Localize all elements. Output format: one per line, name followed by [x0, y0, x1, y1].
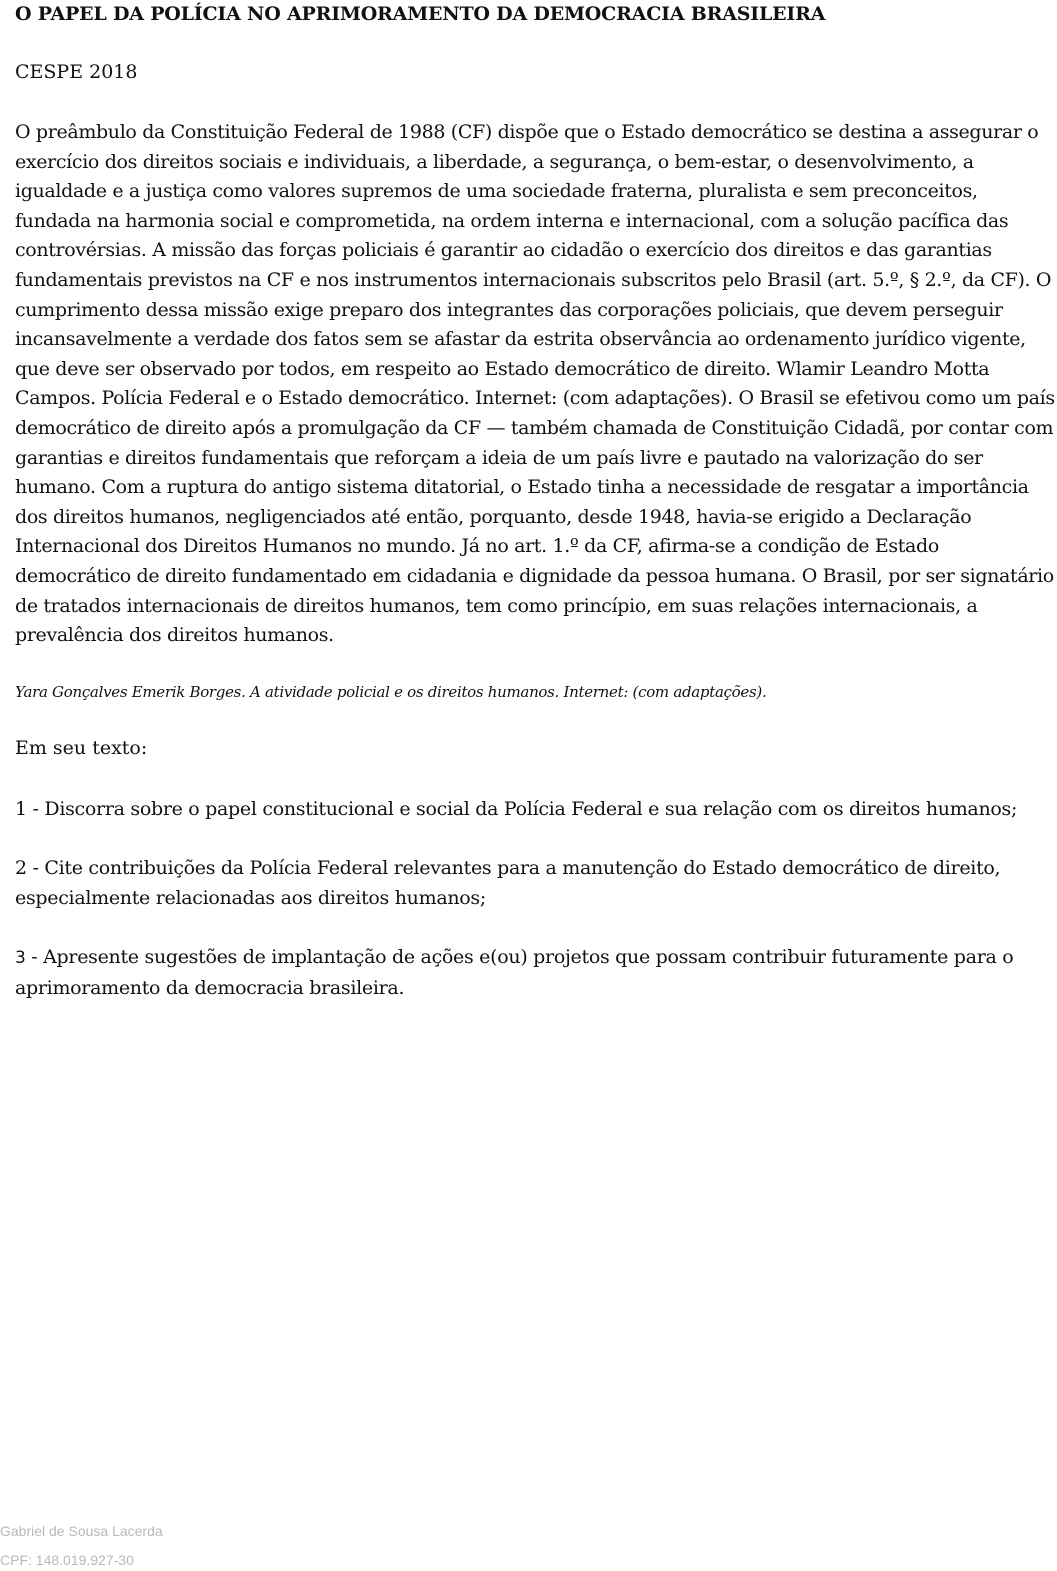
document-title: O PAPEL DA POLÍCIA NO APRIMORAMENTO DA DEMOCRACIA BRASILEIRA — [15, 3, 826, 25]
question-text: - Cite contribuições da Polícia Federal relevantes para a manutenção do Estado democrático de direito, especialmente relacionadas aos direitos humanos; — [15, 857, 1001, 909]
watermark-name: Gabriel de Sousa Lacerda — [0, 1523, 163, 1539]
question-item — [15, 854, 1055, 913]
watermark-cpf: CPF: 148.019.927-30 — [0, 1552, 134, 1568]
instructions-prompt: Em seu texto: — [15, 737, 148, 759]
source-citation: Yara Gonçalves Emerik Borges. A atividade policial e os direitos humanos. Internet: (com adaptações). — [15, 683, 767, 701]
question-number: 1 — [15, 798, 27, 820]
question-number: 3 — [15, 948, 26, 968]
question-item — [15, 795, 1055, 825]
question-number: 2 — [15, 857, 27, 879]
motivating-text: O preâmbulo da Constituição Federal de 1988 (CF) dispõe que o Estado democrático se destina a assegurar o exercício dos direitos sociais e individuais, a liberdade, a segurança, o bem-estar, o desenvolvimento, a igualdade e a justiça como valores supremos de uma sociedade fraterna, pluralista e sem preconceitos, fundada na harmonia social e comprometida, na ordem interna e internacional, com a solução pacífica das controvérsias. A missão das forças policiais é garantir ao cidadão o exercício dos direitos e das garantias fundamentais previstos na CF e nos instrumentos internacionais subscritos pelo Brasil (art. 5.º, § 2.º, da CF). O cumprimento dessa missão exige preparo dos integrantes das corporações policiais, que devem perseguir incansavelmente a verdade dos fatos sem se afastar da estrita observância ao ordenamento jurídico vigente, que deve ser observado por todos, em respeito ao Estado democrático de direito. Wlamir Leandro Motta Campos. Polícia Federal e o Estado democrático. Internet: (com adaptações). O Brasil se efetivou como um país democrático de direito após a promulgação da CF — também chamada de Constituição Cidadã, por contar com garantias e direitos fundamentais que reforçam a ideia de um país livre e pautado na valorização do ser humano. Com a ruptura do antigo sistema ditatorial, o Estado tinha a necessidade de resgatar a importância dos direitos humanos, negligenciados até então, porquanto, desde 1948, havia-se erigido a Declaração Internacional dos Direitos Humanos no mundo. Já no art. 1.º da CF, afirma-se a condição de Estado democrático de direito fundamentado em cidadania e dignidade da pessoa humana. O Brasil, por ser signatário de tratados internacionais de direitos humanos, tem como princípio, em suas relações internacionais, a prevalência dos direitos humanos. — [15, 121, 1055, 647]
question-text: - Discorra sobre o papel constitucional e social da Polícia Federal e sua relação com os direitos humanos; — [26, 798, 1018, 820]
question-item — [15, 943, 1055, 1003]
exam-label: CESPE 2018 — [15, 61, 138, 83]
question-text: - Apresente sugestões de implantação de ações e(ou) projetos que possam contribuir futuramente para o aprimoramento da democracia brasileira. — [15, 946, 1014, 999]
